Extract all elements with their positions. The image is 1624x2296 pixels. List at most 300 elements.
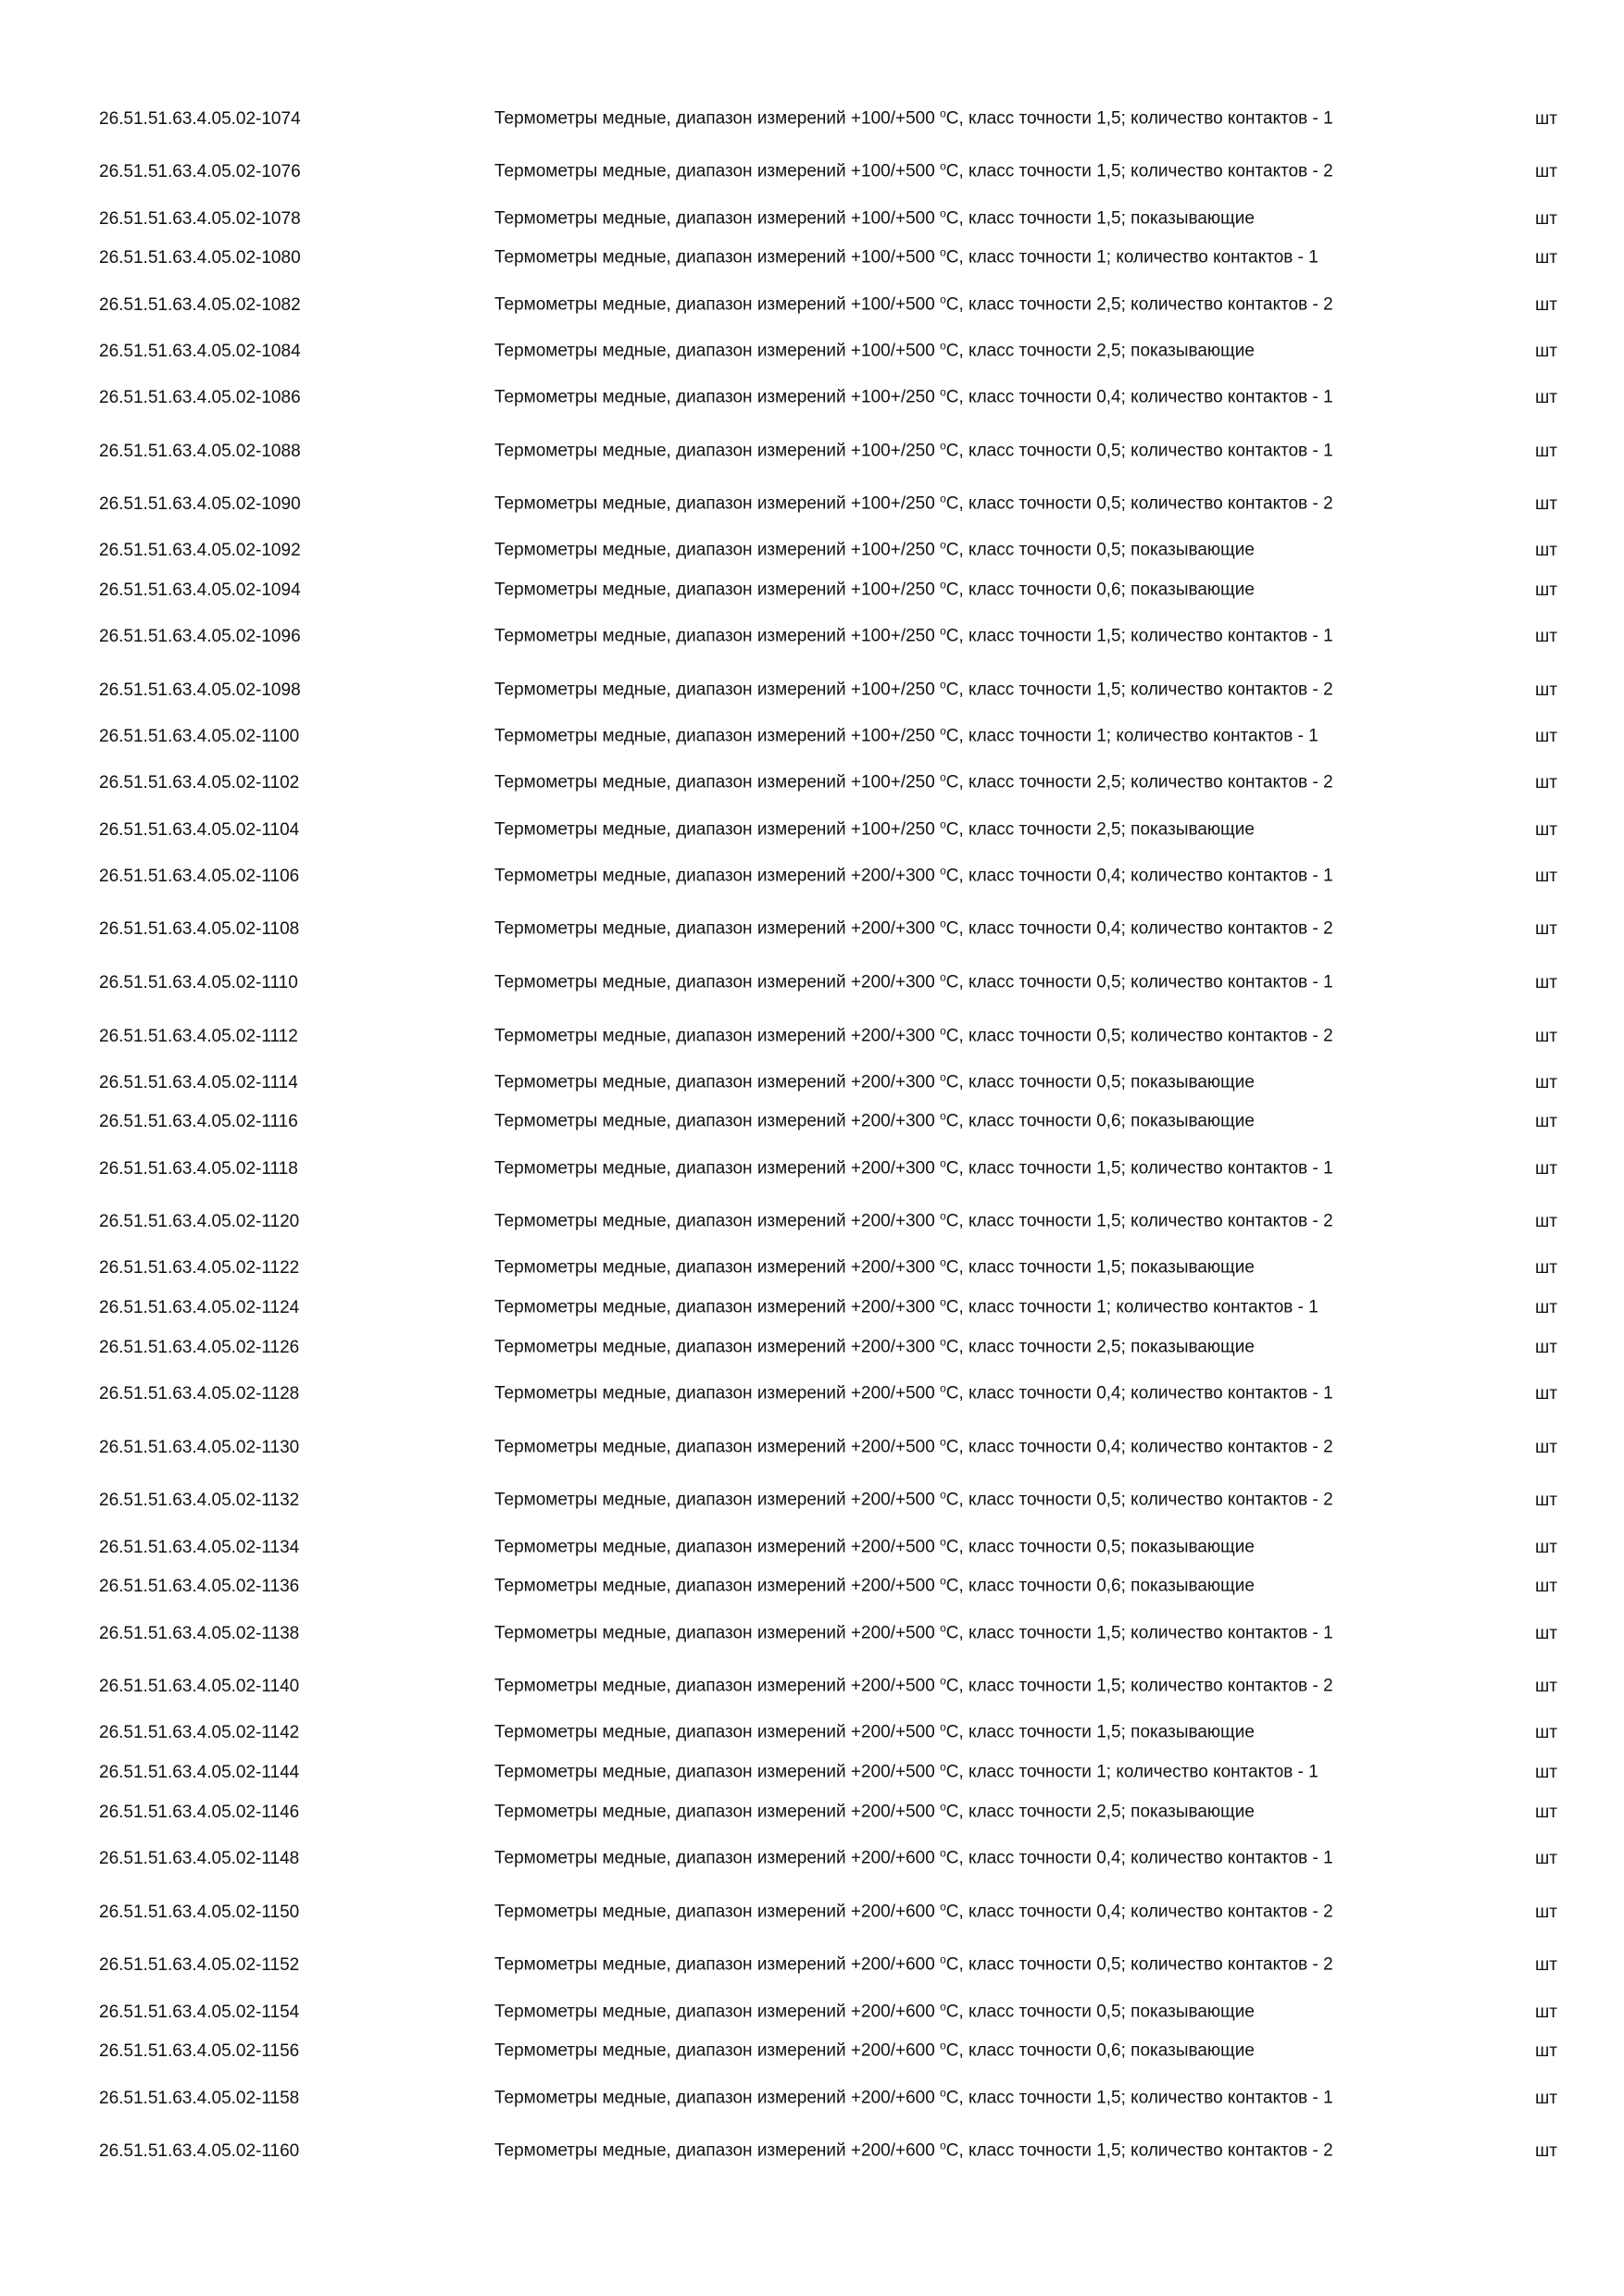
- description-tail: класс точности 1,5; количество контактов - 1: [968, 1623, 1333, 1643]
- degree-mark: o: [940, 624, 946, 638]
- table-row: [0, 2032, 1624, 2072]
- degree-mark: o: [940, 538, 946, 552]
- item-code: 26.51.51.63.4.05.02-1132: [99, 1491, 300, 1511]
- table-row: [0, 1528, 1624, 1567]
- description-tail: класс точности 1,5; количество контактов - 2: [968, 680, 1333, 700]
- celsius-unit: С,: [945, 1848, 969, 1868]
- description-prefix: Термометры медные, диапазон измерений: [494, 772, 851, 792]
- unit-of-measure: шт: [1535, 627, 1557, 647]
- measurement-range: +100/+500: [850, 208, 935, 229]
- celsius-unit: С,: [945, 626, 969, 646]
- description-tail: класс точности 1; количество контактов - 1: [968, 726, 1318, 746]
- description-prefix: Термометры медные, диапазон измерений: [494, 1297, 851, 1317]
- description-tail: класс точности 1,5; количество контактов - 1: [968, 626, 1333, 646]
- item-code: 26.51.51.63.4.05.02-1152: [99, 1955, 300, 1976]
- celsius-unit: С,: [945, 726, 969, 746]
- celsius-unit: С,: [945, 918, 969, 939]
- description-prefix: Термометры медные, диапазон измерений: [494, 2040, 851, 2061]
- item-description: [494, 817, 1448, 843]
- degree-mark: o: [940, 970, 946, 984]
- description-tail: класс точности 1,5; количество контактов - 2: [968, 1676, 1333, 1696]
- item-description: [494, 385, 1448, 412]
- table-row: [0, 1103, 1624, 1142]
- item-description: [494, 1434, 1448, 1461]
- item-description: [494, 338, 1448, 365]
- description-prefix: Термометры медные, диапазон измерений: [494, 1491, 851, 1511]
- table-row: [0, 1832, 1624, 1886]
- description-tail: класс точности 2,5; показывающие: [968, 819, 1255, 840]
- item-code: 26.51.51.63.4.05.02-1102: [99, 773, 300, 793]
- item-code: 26.51.51.63.4.05.02-1098: [99, 680, 301, 700]
- degree-mark: o: [940, 1488, 946, 1502]
- celsius-unit: С,: [945, 1211, 969, 1231]
- measurement-range: +200/+600: [850, 2140, 935, 2161]
- measurement-range: +200/+600: [850, 2088, 935, 2108]
- description-tail: класс точности 0,5; показывающие: [968, 2002, 1255, 2022]
- degree-mark: o: [940, 1800, 946, 1814]
- measurement-range: +200/+300: [850, 1258, 935, 1279]
- item-code: 26.51.51.63.4.05.02-1108: [99, 919, 300, 940]
- item-description: [494, 1023, 1448, 1050]
- unit-of-measure: шт: [1535, 727, 1557, 747]
- item-description: [494, 1953, 1448, 1979]
- celsius-unit: С,: [945, 580, 969, 600]
- description-prefix: Термометры медные, диапазон измерений: [494, 626, 851, 646]
- item-description: [494, 1109, 1448, 1136]
- measurement-range: +100+/250: [850, 441, 935, 461]
- item-description: [494, 245, 1448, 272]
- description-prefix: Термометры медные, диапазон измерений: [494, 247, 851, 268]
- item-description: [494, 206, 1448, 232]
- measurement-range: +200/+300: [850, 1026, 935, 1046]
- unit-of-measure: шт: [1535, 1723, 1557, 1743]
- unit-of-measure: шт: [1535, 294, 1557, 315]
- unit-of-measure: шт: [1535, 1763, 1557, 1783]
- degree-mark: o: [940, 863, 946, 877]
- description-prefix: Термометры медные, диапазон измерений: [494, 493, 851, 514]
- item-description: [494, 1800, 1448, 1827]
- table-row: [0, 1063, 1624, 1103]
- degree-mark: o: [940, 159, 946, 173]
- item-description: [494, 2039, 1448, 2065]
- measurement-range: +200/+500: [850, 1676, 935, 1696]
- item-code: 26.51.51.63.4.05.02-1140: [99, 1677, 300, 1697]
- description-tail: класс точности 2,5; количество контактов - 2: [968, 294, 1333, 315]
- description-tail: класс точности 1,5; количество контактов - 1: [968, 2088, 1333, 2108]
- description-tail: класс точности 0,4; количество контактов - 2: [968, 918, 1333, 939]
- degree-mark: o: [940, 385, 946, 399]
- description-tail: класс точности 1,5; количество контактов - 2: [968, 2140, 1333, 2161]
- celsius-unit: С,: [945, 341, 969, 361]
- measurement-range: +200/+600: [850, 2002, 935, 2022]
- measurement-range: +200/+500: [850, 1437, 935, 1457]
- unit-of-measure: шт: [1535, 208, 1557, 229]
- description-tail: класс точности 0,6; показывающие: [968, 1577, 1255, 1597]
- description-prefix: Термометры медные, диапазон измерений: [494, 108, 851, 129]
- degree-mark: o: [940, 206, 946, 219]
- description-tail: класс точности 2,5; количество контактов - 2: [968, 772, 1333, 792]
- description-tail: класс точности 1; количество контактов - 1: [968, 247, 1318, 268]
- table-row: [0, 1992, 1624, 2032]
- description-prefix: Термометры медные, диапазон измерений: [494, 1902, 851, 1922]
- description-prefix: Термометры медные, диапазон измерений: [494, 1802, 851, 1822]
- item-code: 26.51.51.63.4.05.02-1134: [99, 1537, 300, 1557]
- measurement-range: +100+/250: [850, 540, 935, 560]
- item-code: 26.51.51.63.4.05.02-1110: [99, 972, 298, 992]
- item-code: 26.51.51.63.4.05.02-1156: [99, 2041, 300, 2062]
- measurement-range: +200/+600: [850, 1848, 935, 1868]
- item-description: [494, 1846, 1448, 1873]
- description-prefix: Термометры медные, диапазон измерений: [494, 1112, 851, 1132]
- item-description: [494, 770, 1448, 797]
- item-code: 26.51.51.63.4.05.02-1116: [99, 1112, 298, 1132]
- item-description: [494, 292, 1448, 318]
- celsius-unit: С,: [945, 2140, 969, 2161]
- unit-of-measure: шт: [1535, 680, 1557, 700]
- item-description: [494, 538, 1448, 565]
- description-tail: класс точности 2,5; показывающие: [968, 1802, 1255, 1822]
- table-row: [0, 718, 1624, 757]
- measurement-range: +100/+500: [850, 294, 935, 315]
- item-description: [494, 1381, 1448, 1408]
- item-description: [494, 1574, 1448, 1601]
- item-code: 26.51.51.63.4.05.02-1144: [99, 1763, 300, 1783]
- measurement-range: +200/+300: [850, 918, 935, 939]
- item-code: 26.51.51.63.4.05.02-1158: [99, 2088, 300, 2108]
- unit-of-measure: шт: [1535, 1258, 1557, 1279]
- table-row: [0, 1940, 1624, 1993]
- table-row: [0, 1329, 1624, 1368]
- description-tail: класс точности 0,4; количество контактов - 2: [968, 1437, 1333, 1457]
- description-tail: класс точности 1,5; количество контактов - 1: [968, 108, 1333, 129]
- unit-of-measure: шт: [1535, 972, 1557, 992]
- celsius-unit: С,: [945, 2088, 969, 2108]
- measurement-range: +200/+300: [850, 1072, 935, 1092]
- description-prefix: Термометры медные, диапазон измерений: [494, 2088, 851, 2108]
- description-tail: класс точности 2,5; показывающие: [968, 1337, 1255, 1357]
- description-tail: класс точности 1,5; количество контактов - 1: [968, 1158, 1333, 1179]
- measurement-range: +200/+500: [850, 1802, 935, 1822]
- celsius-unit: С,: [945, 819, 969, 840]
- celsius-unit: С,: [945, 161, 969, 181]
- celsius-unit: С,: [945, 1802, 969, 1822]
- celsius-unit: С,: [945, 1072, 969, 1092]
- unit-of-measure: шт: [1535, 162, 1557, 182]
- unit-of-measure: шт: [1535, 2002, 1557, 2022]
- item-description: [494, 1720, 1448, 1747]
- measurement-range: +200/+300: [850, 1158, 935, 1179]
- degree-mark: o: [940, 917, 946, 930]
- unit-of-measure: шт: [1535, 341, 1557, 361]
- description-prefix: Термометры медные, диапазон измерений: [494, 680, 851, 700]
- table-row: [0, 1567, 1624, 1607]
- description-tail: класс точности 0,6; показывающие: [968, 1112, 1255, 1132]
- unit-of-measure: шт: [1535, 1491, 1557, 1511]
- unit-of-measure: шт: [1535, 441, 1557, 461]
- description-tail: класс точности 1,5; количество контактов - 2: [968, 161, 1333, 181]
- description-prefix: Термометры медные, диапазон измерений: [494, 1955, 851, 1976]
- measurement-range: +100+/250: [850, 726, 935, 746]
- measurement-range: +200/+600: [850, 1902, 935, 1922]
- degree-mark: o: [940, 245, 946, 259]
- description-prefix: Термометры медные, диапазон измерений: [494, 1762, 851, 1782]
- degree-mark: o: [940, 1620, 946, 1634]
- table-row: [0, 478, 1624, 531]
- measurement-range: +200/+600: [850, 2040, 935, 2061]
- description-tail: класс точности 1; количество контактов - 1: [968, 1297, 1318, 1317]
- description-prefix: Термометры медные, диапазон измерений: [494, 1383, 851, 1404]
- measurement-range: +100+/250: [850, 772, 935, 792]
- description-prefix: Термометры медные, диапазон измерений: [494, 1026, 851, 1046]
- description-prefix: Термометры медные, диапазон измерений: [494, 1537, 851, 1557]
- item-description: [494, 1999, 1448, 2026]
- unit-of-measure: шт: [1535, 580, 1557, 601]
- item-description: [494, 1534, 1448, 1561]
- degree-mark: o: [940, 724, 946, 738]
- degree-mark: o: [940, 492, 946, 505]
- measurement-range: +200/+500: [850, 1762, 935, 1782]
- celsius-unit: С,: [945, 294, 969, 315]
- item-description: [494, 863, 1448, 890]
- table-row: [0, 1714, 1624, 1753]
- description-tail: класс точности 0,5; показывающие: [968, 1072, 1255, 1092]
- measurement-range: +200/+300: [850, 1112, 935, 1132]
- celsius-unit: С,: [945, 208, 969, 229]
- description-prefix: Термометры медные, диапазон измерений: [494, 2140, 851, 2161]
- unit-of-measure: шт: [1535, 1112, 1557, 1132]
- description-prefix: Термометры медные, диапазон измерений: [494, 918, 851, 939]
- item-code: 26.51.51.63.4.05.02-1090: [99, 494, 301, 515]
- description-tail: класс точности 0,4; количество контактов - 2: [968, 1902, 1333, 1922]
- celsius-unit: С,: [945, 1026, 969, 1046]
- description-tail: класс точности 1,5; показывающие: [968, 208, 1255, 229]
- celsius-unit: С,: [945, 866, 969, 886]
- description-prefix: Термометры медные, диапазон измерений: [494, 1676, 851, 1696]
- unit-of-measure: шт: [1535, 108, 1557, 129]
- degree-mark: o: [940, 1255, 946, 1269]
- item-code: 26.51.51.63.4.05.02-1080: [99, 248, 301, 268]
- item-description: [494, 1899, 1448, 1926]
- description-tail: класс точности 1,5; показывающие: [968, 1723, 1255, 1743]
- description-tail: класс точности 1; количество контактов - 1: [968, 1762, 1318, 1782]
- measurement-range: +200/+500: [850, 1723, 935, 1743]
- table-row: [0, 1475, 1624, 1529]
- item-description: [494, 159, 1448, 186]
- degree-mark: o: [940, 2039, 946, 2053]
- unit-of-measure: шт: [1535, 1955, 1557, 1976]
- degree-mark: o: [940, 106, 946, 120]
- table-row: [0, 1195, 1624, 1249]
- degree-mark: o: [940, 339, 946, 353]
- item-code: 26.51.51.63.4.05.02-1138: [99, 1623, 300, 1643]
- item-description: [494, 1209, 1448, 1236]
- celsius-unit: С,: [945, 1297, 969, 1317]
- table-row: [0, 371, 1624, 425]
- item-description: [494, 678, 1448, 705]
- degree-mark: o: [940, 678, 946, 692]
- degree-mark: o: [940, 1209, 946, 1223]
- description-prefix: Термометры медные, диапазон измерений: [494, 1577, 851, 1597]
- degree-mark: o: [940, 1381, 946, 1395]
- table-row: [0, 2125, 1624, 2178]
- celsius-unit: С,: [945, 1676, 969, 1696]
- item-description: [494, 1155, 1448, 1182]
- table-row: [0, 956, 1624, 1010]
- degree-mark: o: [940, 1435, 946, 1449]
- celsius-unit: С,: [945, 2002, 969, 2022]
- item-description: [494, 1620, 1448, 1647]
- measurement-range: +200/+300: [850, 1337, 935, 1357]
- degree-mark: o: [940, 1109, 946, 1123]
- celsius-unit: С,: [945, 1623, 969, 1643]
- item-description: [494, 578, 1448, 605]
- degree-mark: o: [940, 1295, 946, 1309]
- item-description: [494, 438, 1448, 465]
- item-code: 26.51.51.63.4.05.02-1088: [99, 441, 301, 461]
- celsius-unit: С,: [945, 1577, 969, 1597]
- table-row: [0, 1607, 1624, 1661]
- table-row: [0, 611, 1624, 665]
- degree-mark: o: [940, 2139, 946, 2152]
- celsius-unit: С,: [945, 493, 969, 514]
- table-row: [0, 1010, 1624, 1064]
- item-code: 26.51.51.63.4.05.02-1106: [99, 866, 300, 886]
- description-tail: класс точности 0,4; количество контактов - 1: [968, 1848, 1333, 1868]
- degree-mark: o: [940, 1574, 946, 1588]
- unit-of-measure: шт: [1535, 494, 1557, 515]
- degree-mark: o: [940, 1069, 946, 1083]
- unit-of-measure: шт: [1535, 1577, 1557, 1597]
- measurement-range: +100+/250: [850, 626, 935, 646]
- item-code: 26.51.51.63.4.05.02-1074: [99, 108, 301, 129]
- description-tail: класс точности 0,5; количество контактов - 2: [968, 1491, 1333, 1511]
- degree-mark: o: [940, 817, 946, 830]
- description-tail: класс точности 0,6; показывающие: [968, 580, 1255, 600]
- celsius-unit: С,: [945, 1383, 969, 1404]
- item-description: [494, 1069, 1448, 1096]
- description-prefix: Термометры медные, диапазон измерений: [494, 1072, 851, 1092]
- item-code: 26.51.51.63.4.05.02-1078: [99, 208, 301, 229]
- table-row: [0, 531, 1624, 571]
- description-prefix: Термометры медные, диапазон измерений: [494, 2002, 851, 2022]
- item-description: [494, 2085, 1448, 2112]
- celsius-unit: С,: [945, 1762, 969, 1782]
- unit-of-measure: шт: [1535, 1677, 1557, 1697]
- celsius-unit: С,: [945, 247, 969, 268]
- item-code: 26.51.51.63.4.05.02-1118: [99, 1158, 298, 1179]
- item-description: [494, 724, 1448, 751]
- description-prefix: Термометры медные, диапазон измерений: [494, 208, 851, 229]
- table-row: [0, 1249, 1624, 1289]
- celsius-unit: С,: [945, 772, 969, 792]
- item-code: 26.51.51.63.4.05.02-1076: [99, 162, 301, 182]
- item-code: 26.51.51.63.4.05.02-1130: [99, 1437, 300, 1457]
- unit-of-measure: шт: [1535, 1849, 1557, 1869]
- table-row: [0, 199, 1624, 239]
- description-prefix: Термометры медные, диапазон измерений: [494, 387, 851, 407]
- description-tail: класс точности 0,5; количество контактов - 2: [968, 1026, 1333, 1046]
- celsius-unit: С,: [945, 1537, 969, 1557]
- description-prefix: Термометры медные, диапазон измерений: [494, 1337, 851, 1357]
- measurement-range: +200/+500: [850, 1383, 935, 1404]
- unit-of-measure: шт: [1535, 819, 1557, 840]
- description-tail: класс точности 1,5; показывающие: [968, 1258, 1255, 1279]
- item-description: [494, 492, 1448, 518]
- description-tail: класс точности 0,4; количество контактов - 1: [968, 866, 1333, 886]
- unit-of-measure: шт: [1535, 1338, 1557, 1358]
- description-tail: класс точности 0,5; показывающие: [968, 540, 1255, 560]
- measurement-range: +200/+300: [850, 1297, 935, 1317]
- item-code: 26.51.51.63.4.05.02-1128: [99, 1384, 300, 1404]
- item-code: 26.51.51.63.4.05.02-1092: [99, 541, 301, 561]
- degree-mark: o: [940, 1720, 946, 1734]
- table-row: [0, 239, 1624, 279]
- measurement-range: +100+/250: [850, 819, 935, 840]
- item-code: 26.51.51.63.4.05.02-1112: [99, 1026, 298, 1046]
- item-code: 26.51.51.63.4.05.02-1120: [99, 1212, 300, 1232]
- item-code: 26.51.51.63.4.05.02-1082: [99, 294, 301, 315]
- description-prefix: Термометры медные, диапазон измерений: [494, 580, 851, 600]
- item-code: 26.51.51.63.4.05.02-1084: [99, 341, 301, 361]
- table-row: [0, 810, 1624, 850]
- measurement-range: +100/+500: [850, 341, 935, 361]
- celsius-unit: С,: [945, 972, 969, 992]
- table-row: [0, 757, 1624, 811]
- unit-of-measure: шт: [1535, 1298, 1557, 1318]
- unit-of-measure: шт: [1535, 1026, 1557, 1046]
- degree-mark: o: [940, 438, 946, 452]
- celsius-unit: С,: [945, 540, 969, 560]
- description-prefix: Термометры медные, диапазон измерений: [494, 1211, 851, 1231]
- item-code: 26.51.51.63.4.05.02-1100: [99, 727, 300, 747]
- table-row: [0, 850, 1624, 904]
- degree-mark: o: [940, 1155, 946, 1169]
- item-code: 26.51.51.63.4.05.02-1146: [99, 1803, 300, 1823]
- unit-of-measure: шт: [1535, 1384, 1557, 1404]
- unit-of-measure: шт: [1535, 1803, 1557, 1823]
- table-row: [0, 146, 1624, 200]
- description-prefix: Термометры медные, диапазон измерений: [494, 161, 851, 181]
- item-code: 26.51.51.63.4.05.02-1086: [99, 387, 301, 407]
- celsius-unit: С,: [945, 1112, 969, 1132]
- description-prefix: Термометры медные, диапазон измерений: [494, 726, 851, 746]
- celsius-unit: С,: [945, 1955, 969, 1976]
- description-tail: класс точности 0,4; количество контактов - 1: [968, 1383, 1333, 1404]
- measurement-range: +100+/250: [850, 387, 935, 407]
- celsius-unit: С,: [945, 1723, 969, 1743]
- item-code: 26.51.51.63.4.05.02-1114: [99, 1072, 298, 1092]
- degree-mark: o: [940, 1999, 946, 2013]
- table-row: [0, 1142, 1624, 1196]
- degree-mark: o: [940, 578, 946, 592]
- celsius-unit: С,: [945, 1337, 969, 1357]
- table-row: [0, 425, 1624, 479]
- description-tail: класс точности 0,5; количество контактов - 1: [968, 972, 1333, 992]
- degree-mark: o: [940, 2085, 946, 2099]
- item-description: [494, 1488, 1448, 1515]
- item-code: 26.51.51.63.4.05.02-1126: [99, 1338, 300, 1358]
- table-row: [0, 571, 1624, 611]
- item-code: 26.51.51.63.4.05.02-1122: [99, 1258, 300, 1279]
- unit-of-measure: шт: [1535, 248, 1557, 268]
- degree-mark: o: [940, 1335, 946, 1349]
- celsius-unit: С,: [945, 1258, 969, 1279]
- celsius-unit: С,: [945, 1902, 969, 1922]
- measurement-range: +200/+600: [850, 1955, 935, 1976]
- description-tail: класс точности 1,5; количество контактов - 2: [968, 1211, 1333, 1231]
- degree-mark: o: [940, 1534, 946, 1548]
- measurement-range: +200/+500: [850, 1623, 935, 1643]
